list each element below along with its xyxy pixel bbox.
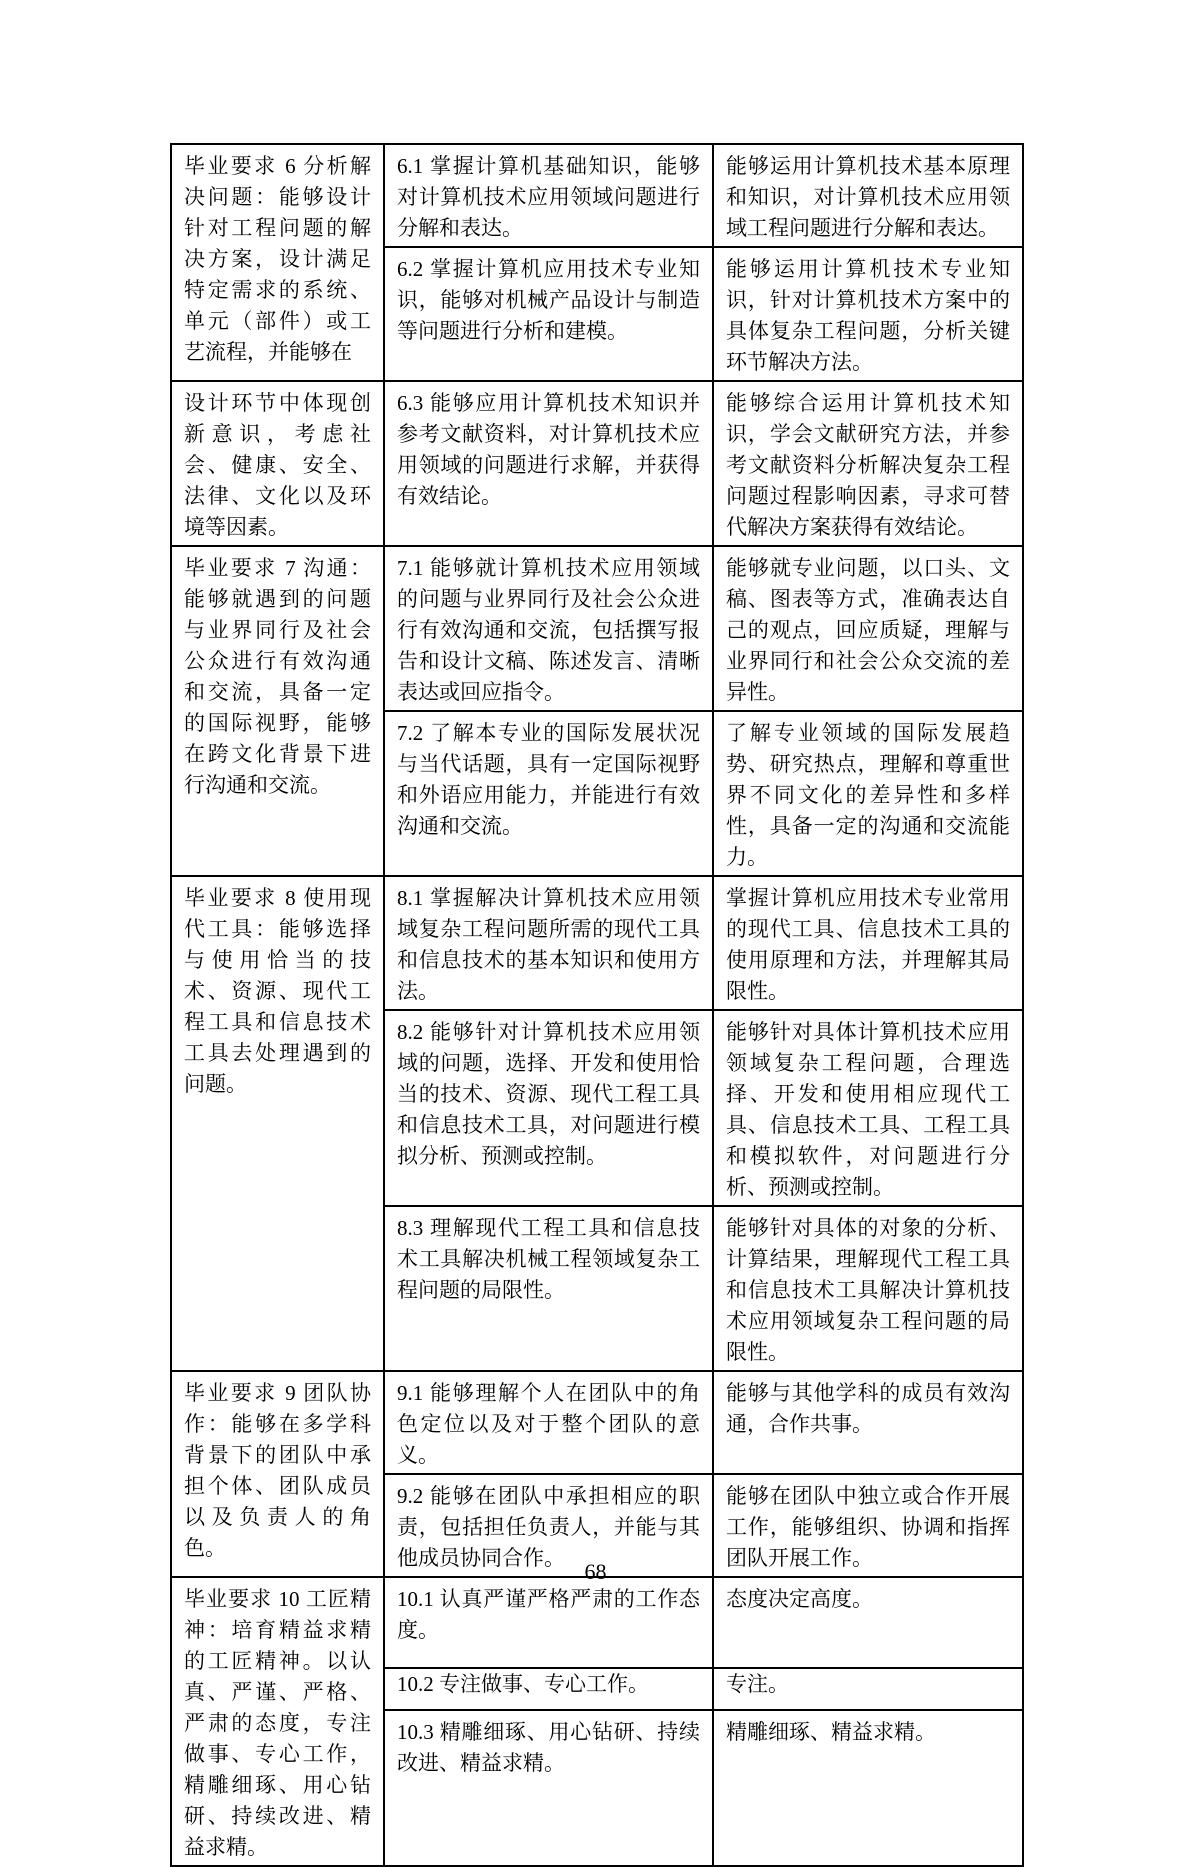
indicator-cell: 8.2 能够针对计算机技术应用领域的问题，选择、开发和使用恰当的技术、资源、现代工程工具和信息技术工具，对问题进行模拟分析、预测或控制。 <box>384 1010 713 1206</box>
requirement-cell: 毕业要求 7 沟通：能够就遇到的问题与业界同行及社会公众进行有效沟通和交流，具备一定的国际视野，能够在跨文化背景下进行沟通和交流。 <box>171 546 384 876</box>
requirement-cell: 毕业要求 6 分析解决问题：能够设计针对工程问题的解决方案，设计满足特定需求的系统、单元（部件）或工艺流程，并能够在 <box>171 144 384 381</box>
indicator-cell: 7.1 能够就计算机技术应用领域的问题与业界同行及社会公众进行有效沟通和交流，包括撰写报告和设计文稿、陈述发言、清晰表达或回应指令。 <box>384 546 713 711</box>
indicator-cell: 6.2 掌握计算机应用技术专业知识，能够对机械产品设计与制造等问题进行分析和建模。 <box>384 247 713 381</box>
description-cell: 能够运用计算机技术专业知识，针对计算机技术方案中的具体复杂工程问题，分析关键环节解决方法。 <box>713 247 1023 381</box>
description-cell: 能够就专业问题，以口头、文稿、图表等方式，准确表达自己的观点，回应质疑，理解与业界同行和社会公众交流的差异性。 <box>713 546 1023 711</box>
graduation-requirements-table <box>170 143 1024 1867</box>
page-number: 68 <box>584 1559 607 1584</box>
table-row <box>171 381 1023 546</box>
indicator-cell: 9.1 能够理解个人在团队中的角色定位以及对于整个团队的意义。 <box>384 1371 713 1474</box>
table-row <box>171 876 1023 1010</box>
table-row <box>171 1577 1023 1668</box>
indicator-cell: 10.2 专注做事、专心工作。 <box>384 1668 713 1710</box>
description-cell: 能够与其他学科的成员有效沟通，合作共事。 <box>713 1371 1023 1474</box>
description-cell: 精雕细琢、精益求精。 <box>713 1710 1023 1866</box>
description-cell: 能够综合运用计算机技术知识，学会文献研究方法，并参考文献资料分析解决复杂工程问题过程影响因素，寻求可替代解决方案获得有效结论。 <box>713 381 1023 546</box>
indicator-cell: 6.3 能够应用计算机技术知识并参考文献资料，对计算机技术应用领域的问题进行求解，并获得有效结论。 <box>384 381 713 546</box>
description-cell: 态度决定高度。 <box>713 1577 1023 1668</box>
description-cell: 专注。 <box>713 1668 1023 1710</box>
indicator-cell: 10.1 认真严谨严格严肃的工作态度。 <box>384 1577 713 1668</box>
description-cell: 能够针对具体计算机技术应用领域复杂工程问题，合理选择、开发和使用相应现代工具、信息技术工具、工程工具和模拟软件，对问题进行分析、预测或控制。 <box>713 1010 1023 1206</box>
indicator-cell: 8.1 掌握解决计算机技术应用领域复杂工程问题所需的现代工具和信息技术的基本知识和使用方法。 <box>384 876 713 1010</box>
indicator-cell: 7.2 了解本专业的国际发展状况与当代话题，具有一定国际视野和外语应用能力，并能进行有效沟通和交流。 <box>384 711 713 876</box>
indicator-cell: 10.3 精雕细琢、用心钻研、持续改进、精益求精。 <box>384 1710 713 1866</box>
indicator-cell: 9.2 能够在团队中承担相应的职责，包括担任负责人，并能与其他成员协同合作。 <box>384 1474 713 1577</box>
description-cell: 掌握计算机应用技术专业常用的现代工具、信息技术工具的使用原理和方法，并理解其局限性。 <box>713 876 1023 1010</box>
indicator-cell: 8.3 理解现代工程工具和信息技术工具解决机械工程领域复杂工程问题的局限性。 <box>384 1206 713 1371</box>
indicator-cell: 6.1 掌握计算机基础知识，能够对计算机技术应用领域问题进行分解和表达。 <box>384 144 713 247</box>
requirement-cell: 毕业要求 8 使用现代工具：能够选择与使用恰当的技术、资源、现代工程工具和信息技术工具去处理遇到的问题。 <box>171 876 384 1371</box>
table-row <box>171 1371 1023 1474</box>
requirement-cell: 毕业要求 10 工匠精神：培育精益求精的工匠精神。以认真、严谨、严格、严肃的态度，专注做事、专心工作，精雕细琢、用心钻研、持续改进、精益求精。 <box>171 1577 384 1866</box>
description-cell: 了解专业领域的国际发展趋势、研究热点，理解和尊重世界不同文化的差异性和多样性，具备一定的沟通和交流能力。 <box>713 711 1023 876</box>
requirement-cell: 设计环节中体现创新意识，考虑社会、健康、安全、法律、文化以及环境等因素。 <box>171 381 384 546</box>
table-row <box>171 546 1023 711</box>
description-cell: 能够针对具体的对象的分析、计算结果，理解现代工程工具和信息技术工具解决计算机技术应用领域复杂工程问题的局限性。 <box>713 1206 1023 1371</box>
description-cell: 能够在团队中独立或合作开展工作，能够组织、协调和指挥团队开展工作。 <box>713 1474 1023 1577</box>
description-cell: 能够运用计算机技术基本原理和知识，对计算机技术应用领域工程问题进行分解和表达。 <box>713 144 1023 247</box>
table-row <box>171 144 1023 247</box>
requirement-cell: 毕业要求 9 团队协作：能够在多学科背景下的团队中承担个体、团队成员以及负责人的角色。 <box>171 1371 384 1577</box>
